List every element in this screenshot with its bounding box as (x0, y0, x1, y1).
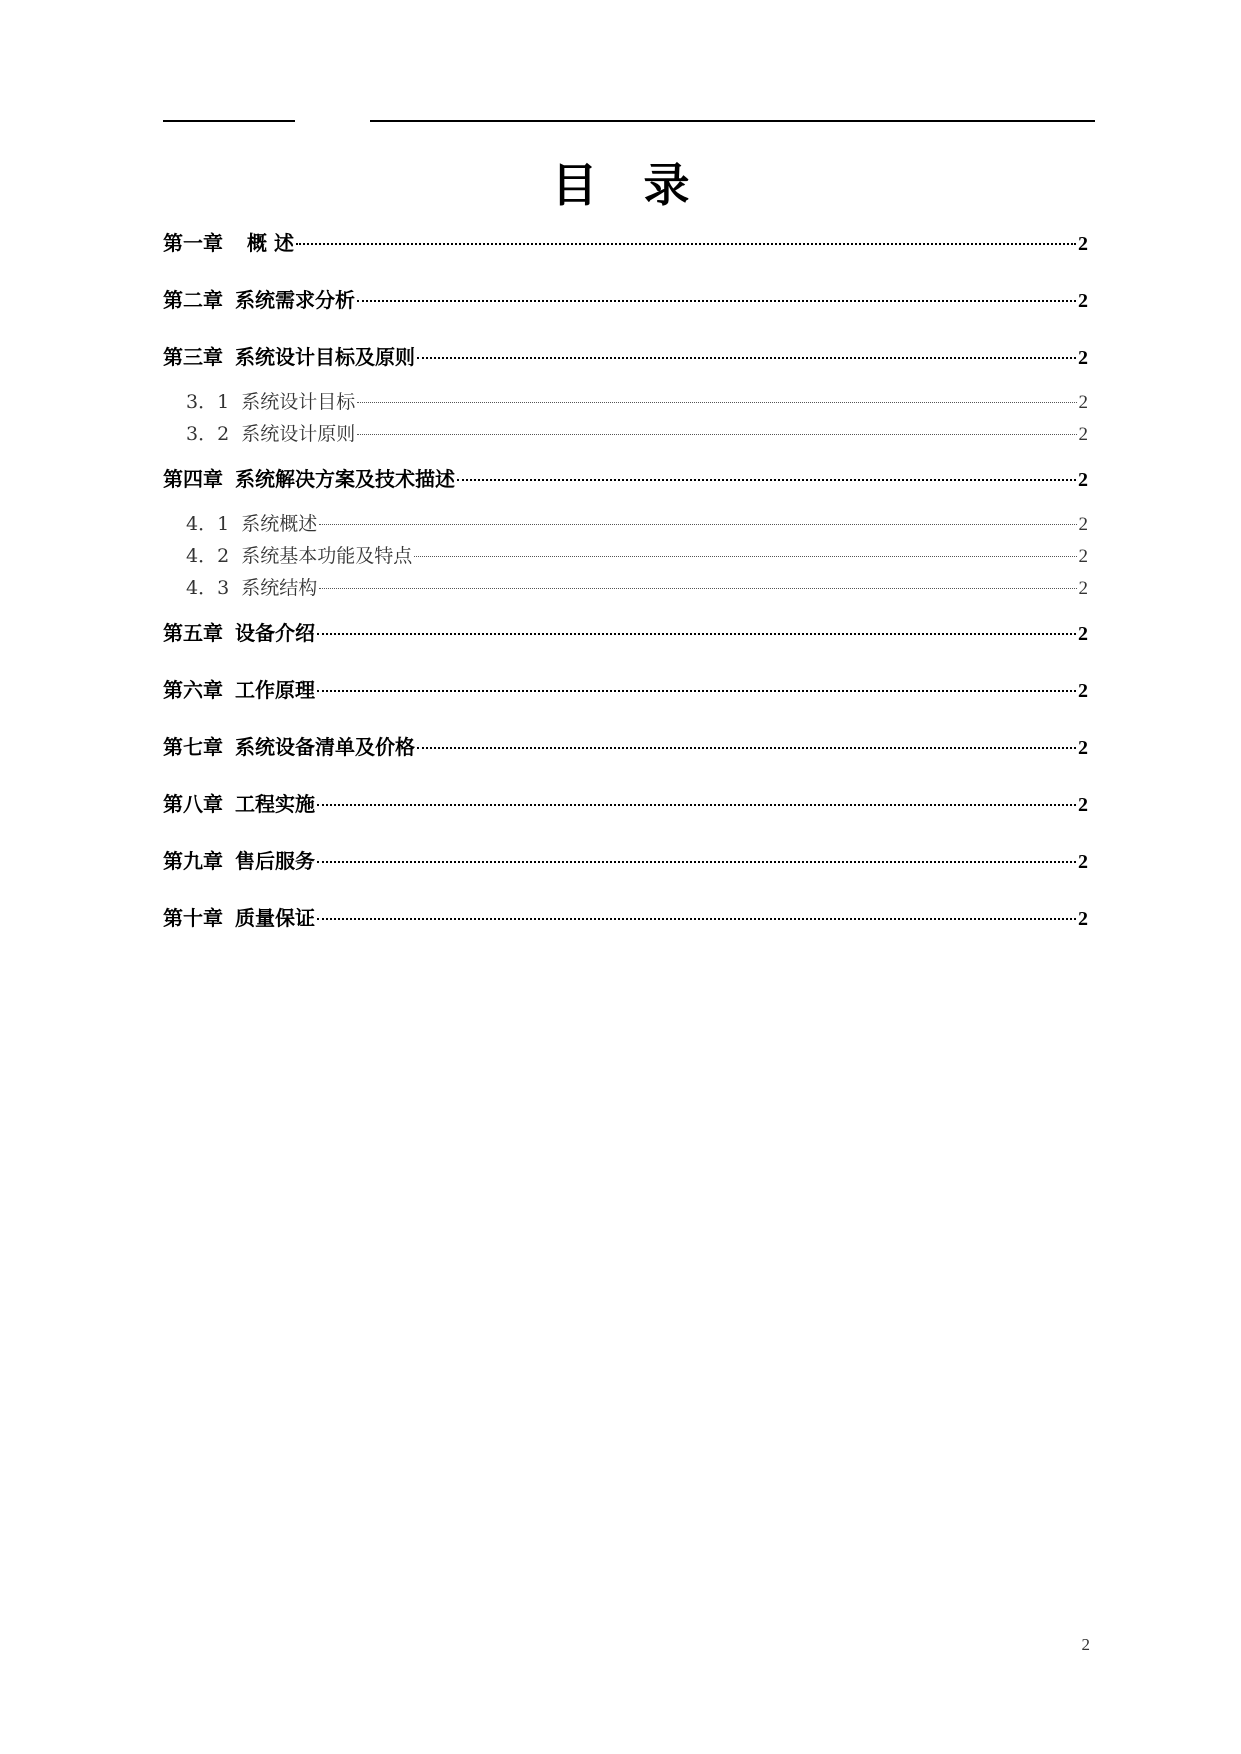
toc-entry-number: 第六章 (163, 678, 223, 702)
toc-entry-chapter-9[interactable] (163, 846, 1088, 877)
toc-entry-page: 2 (1078, 794, 1088, 816)
toc-entry-number: 第七章 (163, 735, 223, 759)
header-rule-left (163, 120, 295, 122)
toc-entry-page: 2 (1078, 347, 1088, 369)
toc-entry-section-3-1[interactable] (186, 388, 1088, 417)
toc-entry-title: 系统设计原则 (241, 423, 356, 445)
toc-entry-page: 2 (1078, 424, 1088, 445)
toc-dot-leader (319, 588, 1076, 589)
toc-entry-section-4-2[interactable] (186, 542, 1088, 571)
toc-entry-page: 2 (1078, 851, 1088, 873)
toc-entry-number: 3．2 (186, 423, 230, 445)
toc-entry-number: 第三章 (163, 345, 223, 369)
toc-entry-chapter-3[interactable] (163, 342, 1088, 373)
toc-dot-leader (317, 918, 1076, 920)
toc-entry-title: 设备介绍 (235, 621, 315, 645)
toc-entry-number: 第五章 (163, 621, 223, 645)
toc-entry-title: 售后服务 (235, 849, 315, 873)
toc-entry-title: 概 述 (247, 231, 294, 255)
toc-entry-number: 第二章 (163, 288, 223, 312)
toc-entry-number: 4．1 (186, 513, 230, 535)
toc-entry-section-3-2[interactable] (186, 420, 1088, 449)
toc-entry-page: 2 (1078, 392, 1088, 413)
toc-entry-title: 系统需求分析 (235, 288, 355, 312)
toc-entry-chapter-7[interactable] (163, 732, 1088, 763)
toc-entry-section-4-3[interactable] (186, 574, 1088, 603)
toc-entry-title: 工作原理 (235, 678, 315, 702)
toc-entry-number: 第一章 (163, 231, 223, 255)
toc-dot-leader (417, 357, 1076, 359)
toc-dot-leader (317, 804, 1076, 806)
toc-entry-chapter-2[interactable] (163, 285, 1088, 316)
toc-dot-leader (414, 556, 1076, 557)
toc-entry-chapter-8[interactable] (163, 789, 1088, 820)
toc-entry-chapter-10[interactable] (163, 903, 1088, 934)
toc-entry-page: 2 (1078, 578, 1088, 599)
toc-entry-number: 第九章 (163, 849, 223, 873)
toc-entry-title: 系统解决方案及技术描述 (235, 467, 455, 491)
toc-entry-number: 4．2 (186, 545, 230, 567)
toc-dot-leader (357, 300, 1076, 302)
page-number: 2 (1081, 1635, 1090, 1654)
toc-entry-page: 2 (1078, 233, 1088, 255)
toc-entry-section-4-1[interactable] (186, 510, 1088, 539)
toc-entry-chapter-5[interactable] (163, 618, 1088, 649)
toc-entry-number: 4．3 (186, 577, 230, 599)
toc-entry-number: 第八章 (163, 792, 223, 816)
toc-entry-chapter-4[interactable] (163, 464, 1088, 495)
toc-dot-leader (457, 479, 1076, 481)
toc-entry-page: 2 (1078, 737, 1088, 759)
toc-entry-chapter-1[interactable] (163, 228, 1088, 259)
toc-entry-title: 质量保证 (235, 906, 315, 930)
header-rule-right (370, 120, 1095, 122)
toc-dot-leader (317, 690, 1076, 692)
toc-entry-page: 2 (1078, 680, 1088, 702)
page-title: 目录 (551, 158, 736, 212)
toc-entry-chapter-6[interactable] (163, 675, 1088, 706)
toc-entry-number: 第十章 (163, 906, 223, 930)
toc-entry-page: 2 (1078, 290, 1088, 312)
toc-entry-title: 系统设计目标及原则 (235, 345, 415, 369)
toc-entry-title: 系统基本功能及特点 (241, 545, 413, 567)
toc-entry-title: 系统结构 (241, 577, 318, 599)
toc-dot-leader (417, 747, 1076, 749)
toc-dot-leader (296, 243, 1076, 245)
toc-entry-title: 系统概述 (241, 513, 318, 535)
toc-entry-page: 2 (1078, 469, 1088, 491)
toc-dot-leader (357, 402, 1076, 403)
toc-entry-page: 2 (1078, 546, 1088, 567)
toc-entry-title: 系统设备清单及价格 (235, 735, 415, 759)
toc-entry-page: 2 (1078, 514, 1088, 535)
toc-entry-page: 2 (1078, 623, 1088, 645)
toc-dot-leader (317, 861, 1076, 863)
toc-entry-title: 工程实施 (235, 792, 315, 816)
toc-dot-leader (357, 434, 1076, 435)
toc-dot-leader (319, 524, 1076, 525)
toc-entry-title: 系统设计目标 (241, 391, 356, 413)
toc-entry-page: 2 (1078, 908, 1088, 930)
toc-dot-leader (317, 633, 1076, 635)
toc-entry-number: 第四章 (163, 467, 223, 491)
toc-entry-number: 3．1 (186, 391, 230, 413)
